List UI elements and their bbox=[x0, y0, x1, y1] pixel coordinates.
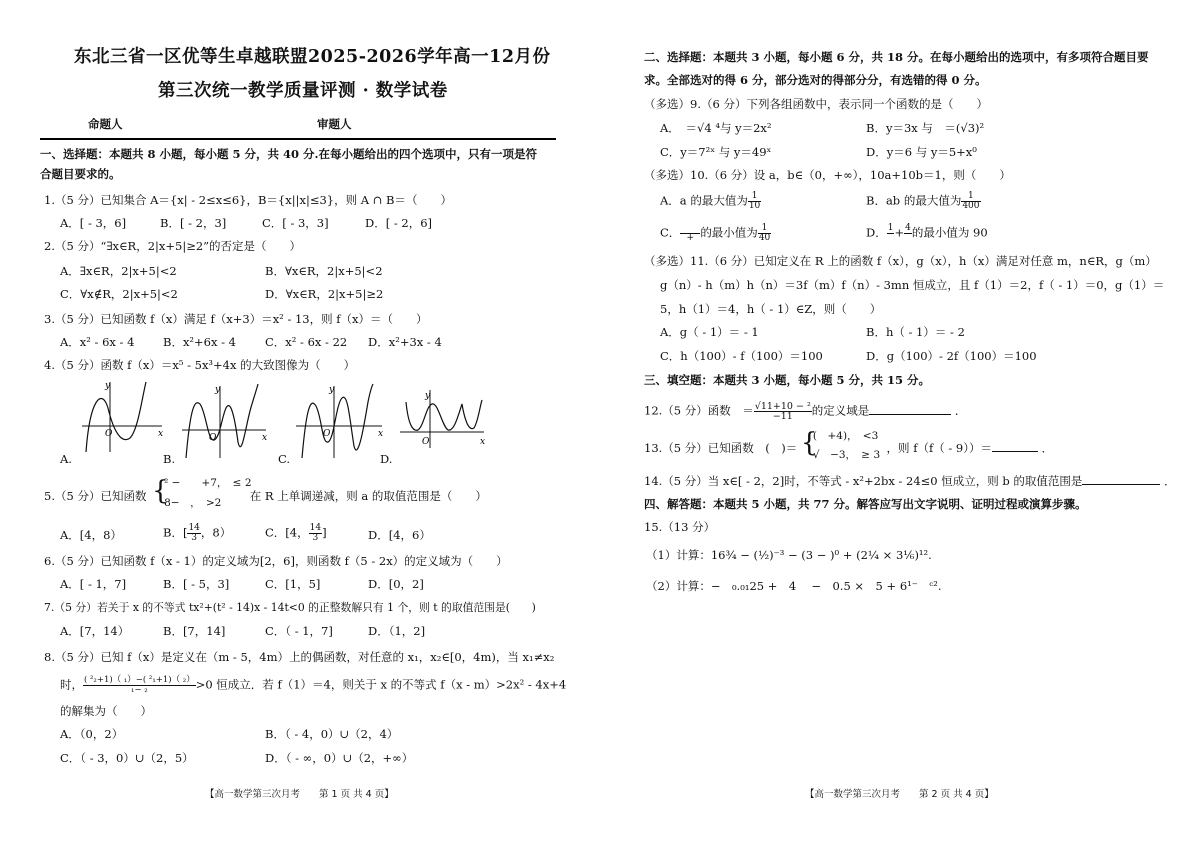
reviewer-label: 审题人 bbox=[317, 117, 352, 131]
q8-stem-line3: 的解集为（ ） bbox=[60, 704, 152, 718]
q14-stem bbox=[644, 474, 1176, 488]
q4d-y-label: y bbox=[425, 391, 431, 401]
q13-piece2: √ −3， ≥ 3 bbox=[812, 449, 881, 461]
q3-stem: 3.（5 分）已知函数 f（x）满足 f（x+3）＝x² - 13，则 f（x）＝（ ） bbox=[44, 312, 428, 326]
q11-option-b: B．h（ - 1）＝ - 2 bbox=[866, 325, 965, 339]
q10-d-frac1: 1 bbox=[887, 223, 894, 233]
q4c-x-label: x bbox=[378, 429, 384, 439]
q5-option-c-end: ] bbox=[322, 525, 327, 540]
q12-numerator: √11+10 − ² bbox=[754, 401, 811, 412]
q11-stem-line3: 5，h（1）＝4，h（ - 1）∈Z，则（ ） bbox=[660, 302, 882, 316]
q8-denominator: ₁− ₂ bbox=[131, 685, 148, 695]
q3-option-b: B．x²+6x - 4 bbox=[163, 335, 236, 349]
q5-stem bbox=[44, 476, 487, 509]
q9-option-c: C．y＝7²ˣ 与 y＝49ˣ bbox=[660, 145, 772, 159]
q10-d-frac2: 4 bbox=[905, 223, 911, 233]
q5-c-numerator: 14 bbox=[309, 523, 322, 533]
right-page bbox=[600, 0, 1200, 848]
q8-stem-line2-start: 时， bbox=[60, 677, 83, 692]
q8-stem-line2-end: >0 恒成立．若 f（1）＝4，则关于 x 的不等式 f（x - m）>2x² - 4x+4 bbox=[195, 677, 567, 692]
q10-c-num: 1 bbox=[758, 224, 771, 234]
q5-option-c bbox=[265, 524, 327, 543]
q13-brace: { bbox=[800, 428, 818, 458]
q7-option-a: A．[7，14） bbox=[60, 624, 130, 638]
q10-option-c bbox=[660, 224, 771, 243]
q11-stem-line2: g（n）- h（m）h（n）＝3f（m）f（n）- 3mn 恒成立，且 f（1）＝2，f（ - 1）＝0，g（1）＝ bbox=[660, 278, 1165, 292]
q5-option-c-start: C．[4， bbox=[265, 525, 309, 540]
q1-option-c: C．[ - 3，3] bbox=[262, 216, 329, 230]
q8-option-c: C．（ - 3，0）∪（2，5） bbox=[60, 751, 194, 765]
q2-option-d: D．∀x∈R，2|x+5|≥2 bbox=[265, 287, 384, 301]
q4-option-c: C. bbox=[278, 452, 291, 466]
q4d-x-label: x bbox=[480, 437, 486, 447]
q1-option-a: A．[ - 3，6] bbox=[60, 216, 127, 230]
section2-heading-cont: 求。全部选对的得 6 分，部分选对的得部分分，有选错的得 0 分。 bbox=[644, 73, 987, 87]
q4-stem: 4.（5 分）函数 f（x）＝x⁵ - 5x³+4x 的大致图像为（ ） bbox=[44, 358, 356, 372]
q5-b-denominator: 3 bbox=[191, 533, 198, 543]
q2-option-b: B．∀x∈R，2|x+5|<2 bbox=[265, 264, 383, 278]
section1-heading: 一、选择题：本题共 8 小题，每小题 5 分，共 40 分.在每小题给出的四个选项中，只有一项是符 bbox=[40, 147, 538, 161]
q8-stem-line1: 8.（5 分）已知 f（x）是定义在（m - 5，4m）上的偶函数，对任意的 x₁，x₂∈[0，4m)，当 x₁≠x₂ bbox=[44, 650, 555, 664]
q2-stem: 2.（5 分）“∃x∈R，2|x+5|≥2”的否定是（ ） bbox=[44, 239, 302, 253]
q13-answer-blank[interactable] bbox=[992, 451, 1038, 452]
q10-stem: （多选）10.（6 分）设 a，b∈（0，+∞），10a+10b＝1，则（ ） bbox=[644, 168, 1011, 182]
q10-c-den: 40 bbox=[758, 233, 771, 243]
q4-option-b: B. bbox=[163, 452, 176, 466]
q8-numerator: ( ²₂+1)（ ₁）−( ²₁+1)（ ₂） bbox=[84, 675, 195, 685]
q10-a-num: 1 bbox=[748, 192, 761, 202]
q4-option-d: D. bbox=[380, 452, 393, 466]
q6-option-d: D．[0，2] bbox=[368, 577, 424, 591]
q5-piecewise bbox=[150, 476, 252, 509]
q12-tail: ． bbox=[954, 403, 967, 418]
q4a-origin-label: O bbox=[105, 429, 113, 439]
q8-stem-line2 bbox=[60, 676, 566, 695]
q15-part2: （2）计算：− ₀.₀₁25 + 4 − 0.5 × 5 + 6¹⁻ ᶜ². bbox=[646, 579, 942, 593]
q4b-x-label: x bbox=[262, 433, 268, 443]
q11-option-c: C．h（100）- f（100）＝100 bbox=[660, 349, 823, 363]
q5-stem-start: 5.（5 分）已知函数 bbox=[44, 489, 147, 503]
exam-title-line1: 东北三省一区优等生卓越联盟2025-2026学年高一12月份 bbox=[74, 47, 551, 67]
q12-fraction bbox=[754, 402, 812, 421]
q5-option-a: A．[4，8） bbox=[60, 528, 122, 542]
q4d-origin-label: O bbox=[422, 437, 430, 447]
q5-stem-end: 在 R 上单调递减，则 a 的取值范围是（ ） bbox=[249, 489, 487, 503]
q7-option-d: D．（1，2] bbox=[368, 624, 426, 638]
q12-stem bbox=[644, 402, 966, 421]
q10-option-a bbox=[660, 192, 761, 211]
exam-title-line2: 第三次统一教学质量评测 · 数学试卷 bbox=[158, 81, 448, 101]
left-page-footer: 【高一数学第三次月考 第 1 页 共 4 页】 bbox=[205, 789, 394, 800]
q4b-origin-label: O bbox=[209, 433, 217, 443]
q11-stem-line1: （多选）11.（6 分）已知定义在 R 上的函数 f（x），g（x），h（x）满足对任意 m，n∈R，g（m） bbox=[644, 254, 1157, 268]
q10-b-num: 1 bbox=[961, 192, 980, 202]
q7-option-b: B．[7，14] bbox=[163, 624, 226, 638]
q13-piecewise bbox=[800, 428, 883, 461]
q10-c-expr: + bbox=[680, 224, 700, 243]
q4c-origin-label: O bbox=[323, 429, 331, 439]
q10-b-fraction bbox=[961, 192, 980, 211]
q9-option-b: B．y＝3x 与 ＝(√3)² bbox=[866, 121, 985, 135]
q13-stem-start: 13.（5 分）已知函数 ( )＝ bbox=[644, 441, 798, 455]
q4a-x-label: x bbox=[158, 429, 164, 439]
q14-tail: ． bbox=[1164, 474, 1176, 488]
q7-stem: 7.（5 分）若关于 x 的不等式 tx²+(t² - 14)x - 14t<0 的正整数解只有 1 个，则 t 的取值范围是( ) bbox=[44, 601, 536, 614]
q5-piece1: ² − +7， ≤ 2 bbox=[164, 477, 252, 489]
header-rule bbox=[40, 138, 556, 140]
q15-stem: 15.（13 分） bbox=[644, 520, 716, 534]
right-page-footer: 【高一数学第三次月考 第 2 页 共 4 页】 bbox=[805, 789, 994, 800]
q5-b-numerator: 14 bbox=[188, 523, 200, 533]
q5-option-d: D．[4，6） bbox=[368, 528, 431, 542]
q4-option-a: A. bbox=[60, 452, 72, 466]
q12-denominator: −11 bbox=[772, 411, 793, 422]
q14-answer-blank[interactable] bbox=[1082, 484, 1160, 485]
q5-c-denominator: 3 bbox=[312, 533, 319, 543]
q2-option-a: A．∃x∈R，2|x+5|<2 bbox=[60, 264, 177, 278]
q1-option-d: D．[ - 2，6] bbox=[365, 216, 433, 230]
q13-stem bbox=[644, 428, 1054, 461]
q6-option-a: A．[ - 1，7] bbox=[60, 577, 127, 591]
q5-option-c-fraction bbox=[309, 524, 322, 543]
q5-option-b-start: B．[ bbox=[163, 525, 188, 540]
q10-d-text: 的最小值为 90 bbox=[911, 225, 988, 240]
q8-option-b: B．（ - 4，0）∪（2，4） bbox=[265, 727, 399, 741]
q10-d-prefix: D． bbox=[866, 225, 887, 240]
q8-option-d: D．（ - ∞，0）∪（2，+∞） bbox=[265, 751, 414, 765]
q5-brace: { bbox=[152, 476, 169, 506]
q6-option-b: B．[ - 5，3] bbox=[163, 577, 230, 591]
q12-answer-blank[interactable] bbox=[869, 414, 951, 415]
q10-a-text: A．a 的最大值为 bbox=[660, 193, 748, 208]
q5-option-b-fraction bbox=[187, 524, 200, 543]
q10-a-fraction bbox=[748, 192, 761, 211]
q6-stem: 6.（5 分）已知函数 f（x - 1）的定义域为[2，6]，则函数 f（5 - 2x）的定义域为（ ） bbox=[44, 554, 508, 568]
q10-option-d: D． 1 + 4 的最小值为 90 bbox=[866, 224, 988, 243]
q4-graph-b bbox=[180, 382, 270, 462]
q15-part1: （1）计算：16¾ − (½)⁻³ − (3 − )⁰ + (2¼ × 3⅙)¹². bbox=[646, 548, 932, 562]
proposer-label: 命题人 bbox=[88, 117, 123, 131]
q1-option-b: B．[ - 2，3] bbox=[160, 216, 227, 230]
q2-option-c: C．∀x∉R，2|x+5|<2 bbox=[60, 287, 178, 301]
q8-option-a: A．（0，2） bbox=[60, 727, 124, 741]
q4c-y-label: y bbox=[329, 385, 335, 395]
q13-stem-end: ，则 f（f（ - 9））＝ bbox=[886, 441, 992, 455]
q10-c-text: 的最小值为 bbox=[700, 225, 758, 240]
section4-heading: 四、解答题：本题共 5 小题，共 77 分。解答应写出文字说明、证明过程或演算步骤。 bbox=[644, 497, 1087, 511]
q12-stem-start: 12.（5 分）函数 ＝ bbox=[644, 403, 754, 418]
q1-stem: 1.（5 分）已知集合 A＝{x| - 2≤x≤6}，B＝{x||x|≤3}，则 A ∩ B＝（ ） bbox=[44, 193, 452, 207]
q9-option-d: D．y＝6 与 y＝5+x⁰ bbox=[866, 145, 977, 159]
q3-option-a: A．x² - 6x - 4 bbox=[60, 335, 135, 349]
q4-graph-d bbox=[398, 386, 488, 450]
q5-option-b-end: ，8） bbox=[200, 525, 232, 540]
q14-stem-text: 14.（5 分）当 x∈[ - 2，2]时，不等式 - x²+2bx - 24≤0 恒成立，则 b 的取值范围是 bbox=[644, 474, 1083, 488]
q5-option-b bbox=[163, 524, 231, 543]
q13-piece1: ( +4)， <3 bbox=[812, 430, 879, 442]
q4b-y-label: y bbox=[215, 385, 221, 395]
q10-c-prefix: C． bbox=[660, 225, 681, 240]
q3-option-d: D．x²+3x - 4 bbox=[368, 335, 442, 349]
q3-option-c: C．x² - 6x - 22 bbox=[265, 335, 348, 349]
q9-stem: （多选）9.（6 分）下列各组函数中，表示同一个函数的是（ ） bbox=[644, 97, 988, 111]
q10-option-b bbox=[866, 192, 981, 211]
q10-a-den: 10 bbox=[748, 201, 761, 211]
q9-option-a: A． ＝√4 ⁴与 y＝2x² bbox=[660, 121, 772, 135]
q7-option-c: C．（ - 1，7] bbox=[265, 624, 333, 638]
q4a-y-label: y bbox=[105, 381, 111, 391]
q11-option-a: A．g（ - 1）＝ - 1 bbox=[660, 325, 759, 339]
q5-piece2: 8− ， >2 bbox=[164, 497, 222, 509]
q10-c-fraction bbox=[758, 224, 771, 243]
q4-graph-c bbox=[294, 382, 386, 462]
q6-option-c: C．[1，5] bbox=[265, 577, 321, 591]
q13-tail: ． bbox=[1041, 441, 1054, 455]
section3-heading: 三、填空题：本题共 3 小题，每小题 5 分，共 15 分。 bbox=[644, 373, 931, 387]
section1-heading-cont: 合题目要求的。 bbox=[40, 167, 121, 181]
q12-stem-end: 的定义域是 bbox=[811, 403, 870, 418]
q10-b-text: B．ab 的最大值为 bbox=[866, 193, 962, 208]
q8-fraction bbox=[83, 676, 196, 695]
q11-option-d: D．g（100）- 2f（100）＝100 bbox=[866, 349, 1037, 363]
q10-b-den: 400 bbox=[962, 201, 980, 211]
q4-graph-a bbox=[80, 378, 166, 454]
section2-heading: 二、选择题：本题共 3 小题，每小题 6 分，共 18 分。在每小题给出的选项中，有多项符合题目要 bbox=[644, 50, 1149, 64]
